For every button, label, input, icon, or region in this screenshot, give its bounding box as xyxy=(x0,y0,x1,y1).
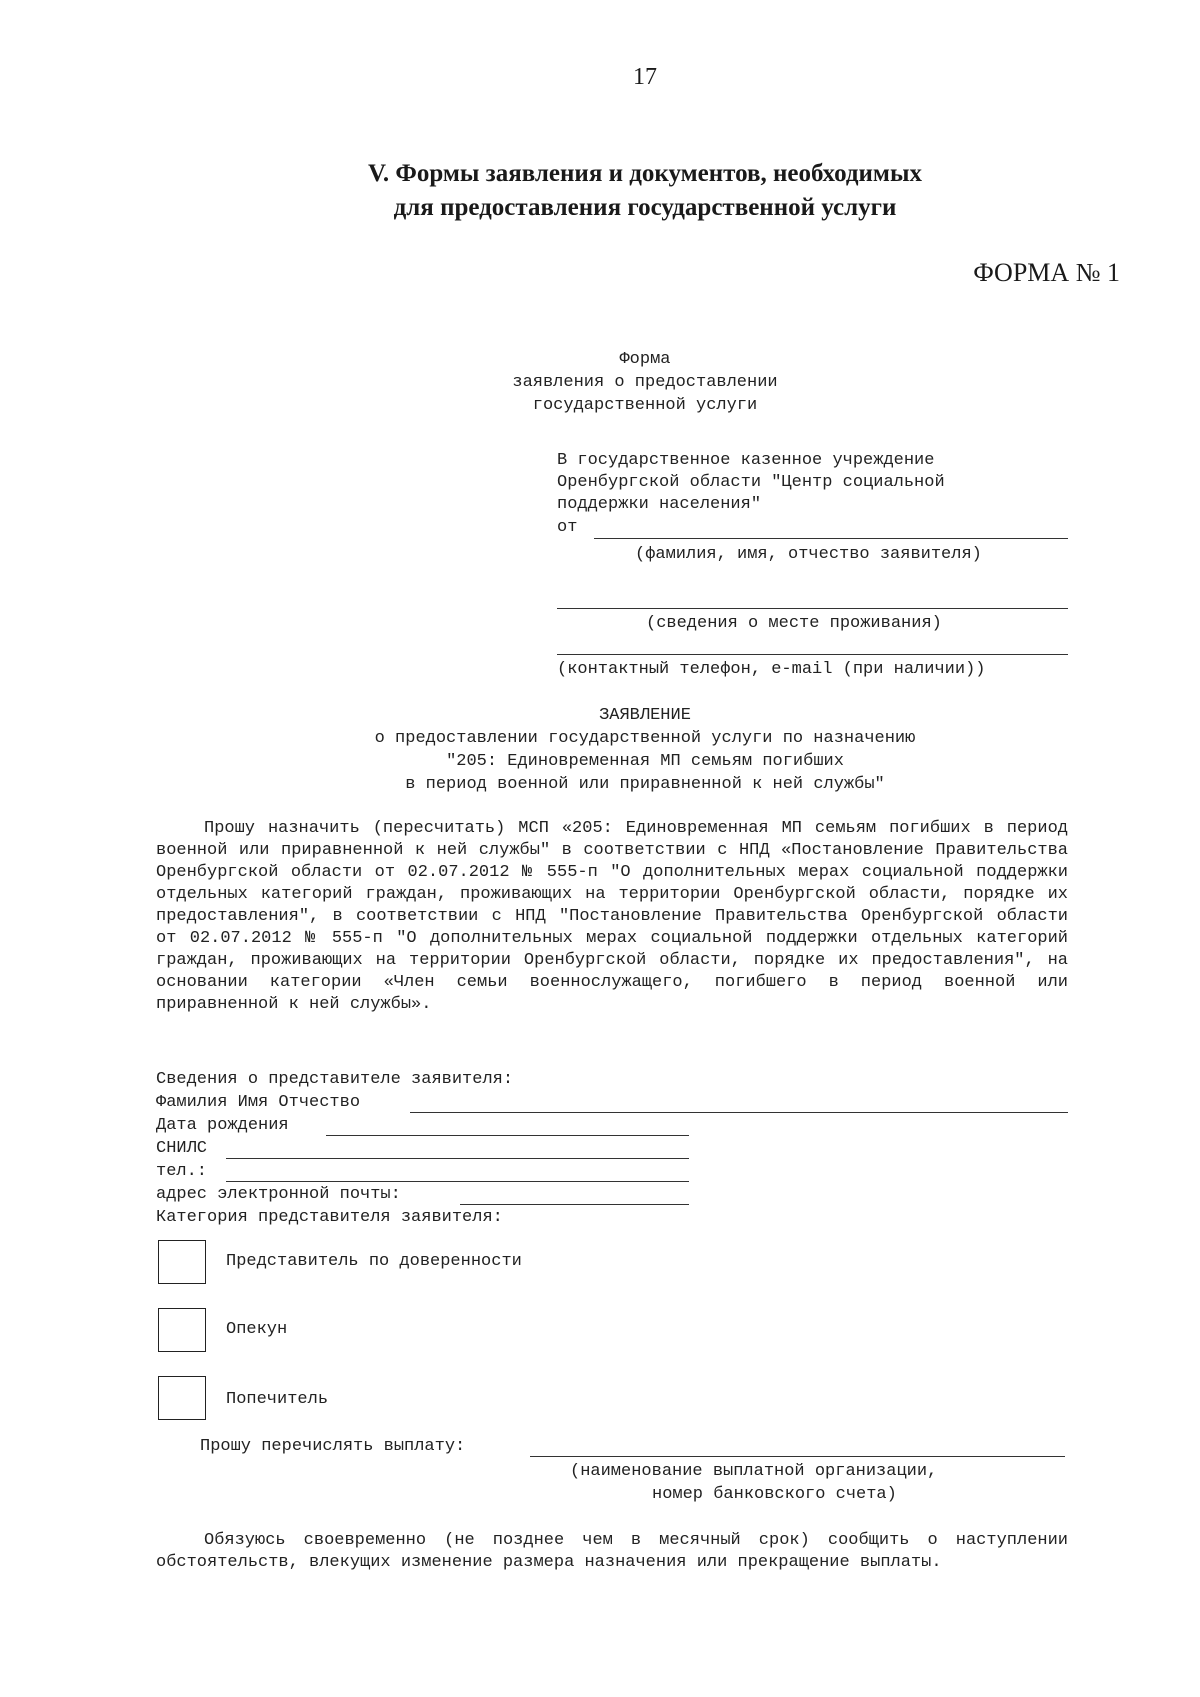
contact-hint: (контактный телефон, e-mail (при наличии)) xyxy=(557,660,986,679)
birth-date-label: Дата рождения xyxy=(156,1116,289,1135)
representative-heading: Сведения о представителе заявителя: xyxy=(156,1070,514,1089)
phone-label: тел.: xyxy=(156,1162,208,1181)
contact-field[interactable] xyxy=(557,654,1068,655)
option-guardian-label: Опекун xyxy=(226,1320,288,1339)
option-proxy-label: Представитель по доверенности xyxy=(226,1252,522,1271)
option-trustee-label: Попечитель xyxy=(226,1390,329,1409)
snils-field[interactable] xyxy=(226,1158,689,1159)
section-title-line2: для предоставления государственной услуги xyxy=(393,194,897,221)
full-name-field[interactable] xyxy=(410,1112,1068,1113)
form-caption-line3: государственной услуги xyxy=(532,396,758,415)
statement-heading: ЗАЯВЛЕНИЕ xyxy=(599,706,691,725)
form-number: ФОРМА № 1 xyxy=(973,258,1120,287)
form-caption-line1: Форма xyxy=(619,350,671,369)
form-caption-line2: заявления о предоставлении xyxy=(512,373,778,392)
addressee-line3: поддержки населения" xyxy=(557,495,762,514)
birth-date-field[interactable] xyxy=(326,1135,689,1136)
option-guardian-checkbox[interactable] xyxy=(158,1308,206,1352)
residence-field[interactable] xyxy=(557,608,1068,609)
statement-body-text: Прошу назначить (пересчитать) МСП «205: Единовременная МП семьям погибших в период военной или приравненной к ней службы" в соответствии с НПД «Постановление Правительства Оренбургской области от 02.07.2012 № 555-п "О дополнительных мерах социальной поддержки отдельных категорий граждан, проживающих на территории Оренбургской области, порядке их предоставления", в соответствии с НПД "Постановление Правительства Оренбургской области от 02.07.2012 № 555-п "О дополнительных мерах социальной поддержки отдельных категорий граждан, проживающих на территории Оренбургской области, порядке их предоставления", на основании категории «Член семьи военнослужащего, погибшего в период военной или приравненной к ней службы». xyxy=(156,819,1068,1014)
applicant-name-hint: (фамилия, имя, отчество заявителя) xyxy=(635,545,982,564)
addressee-line1: В государственное казенное учреждение xyxy=(557,451,935,470)
addressee-line2: Оренбургской области "Центр социальной xyxy=(557,473,945,492)
statement-body xyxy=(156,818,1068,1016)
from-label: от xyxy=(557,518,578,537)
obligation-block xyxy=(156,1530,1068,1574)
statement-subheading-line3: в период военной или приравненной к ней службы" xyxy=(405,775,885,794)
category-label: Категория представителя заявителя: xyxy=(156,1208,503,1227)
option-trustee-checkbox[interactable] xyxy=(158,1376,206,1420)
phone-field[interactable] xyxy=(226,1181,689,1182)
applicant-name-field[interactable] xyxy=(594,538,1068,539)
payment-hint-line2: номер банковского счета) xyxy=(652,1485,897,1504)
option-proxy-checkbox[interactable] xyxy=(158,1240,206,1284)
payment-hint-line1: (наименование выплатной организации, xyxy=(570,1462,938,1481)
payment-organization-field[interactable] xyxy=(530,1456,1065,1457)
obligation-text: Обязуюсь своевременно (не позднее чем в месячный срок) сообщить о наступлении обстоятельств, влекущих изменение размера назначения или прекращение выплаты. xyxy=(156,1531,1068,1572)
email-label: адрес электронной почты: xyxy=(156,1185,401,1204)
residence-hint: (сведения о месте проживания) xyxy=(646,614,942,633)
section-title-line1: V. Формы заявления и документов, необходимых xyxy=(368,160,922,187)
statement-subheading-line1: о предоставлении государственной услуги по назначению xyxy=(374,729,916,748)
payment-label: Прошу перечислять выплату: xyxy=(200,1437,466,1456)
email-field[interactable] xyxy=(460,1204,689,1205)
statement-subheading-line2: "205: Единовременная МП семьям погибших xyxy=(446,752,844,771)
full-name-label: Фамилия Имя Отчество xyxy=(156,1093,361,1112)
page-number: 17 xyxy=(633,64,657,90)
snils-label: СНИЛС xyxy=(156,1139,208,1158)
